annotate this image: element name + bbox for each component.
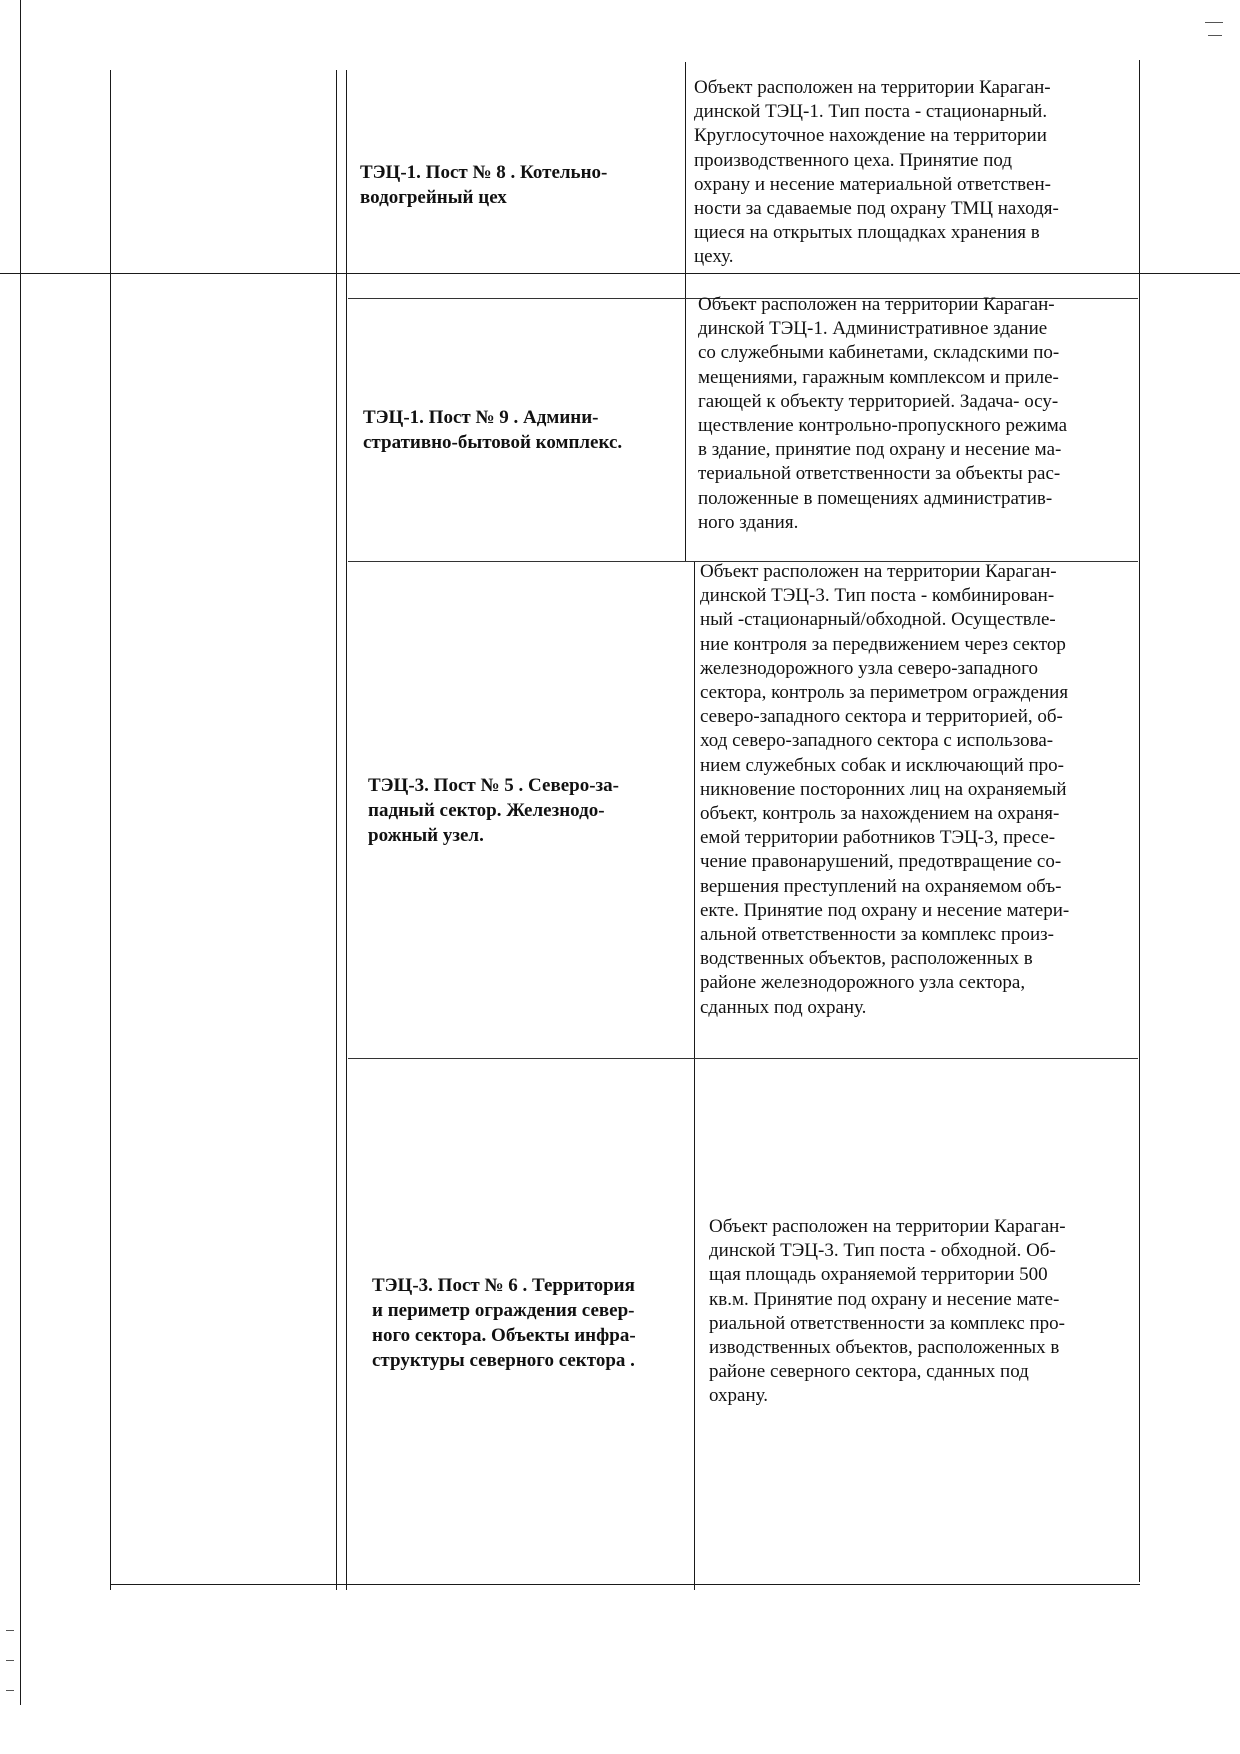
column-divider-2b (694, 562, 695, 1590)
scan-mark (6, 1690, 14, 1691)
scan-mark (1208, 35, 1222, 36)
row-2-title: ТЭЦ-1. Пост № 9 . Админи- стративно-бытовой комплекс. (363, 407, 623, 453)
row-3-description: Объект расположен на территории Караган- динской ТЭЦ-3. Тип поста - комбинирован- ный -стационарный/обходной. Осуществле- ние контроля за передвижением через сектор железнодорожного узла северо-западного сектора, контроль за периметром ограждения северо-западного сектора и территорией, об- ход северо-западного сектора с использова- нием служебных собак и исключающий про- никновение посторонних лиц на охраняемый объект, контроль за нахождением на охраня- емой территории работников ТЭЦ-3, пресе- чение правонарушений, предотвращение со- вершения преступлений на охраняемом объ- екте. Принятие под охрану и несение матери- альной ответственности за комплекс произ- водственных объектов, расположенных в районе железнодорожного узла сектора, сданных под охрану. (700, 561, 1070, 1018)
table-left-border (110, 70, 111, 1590)
column-divider-1a (336, 70, 337, 1590)
scan-mark (6, 1660, 14, 1661)
page-crossing-line (0, 273, 1240, 274)
row-3-title: ТЭЦ-3. Пост № 5 . Северо-за- падный сектор. Железнодо- рожный узел. (368, 775, 619, 846)
row-2-description: Объект расположен на территории Караган- динской ТЭЦ-1. Административное здание со служебными кабинетами, складскими по- мещениями, гаражным комплексом и приле- гающей к объекту территорией. Задача- осу- ществление контрольно-пропускного режима в здание, принятие под охрану и несение ма- териальной ответственности за объекты рас- положенные в помещениях административ- ного здания. (698, 294, 1068, 533)
row-1-title: ТЭЦ-1. Пост № 8 . Котельно- водогрейный цех (360, 162, 608, 208)
column-divider-1b (346, 70, 347, 1590)
row-divider-3 (348, 1058, 1138, 1059)
row-4-description: Объект расположен на территории Караган- динской ТЭЦ-3. Тип поста - обходной. Об- щая площадь охраняемой территории 500 кв.м. Принятие под охрану и несение мате- риальной ответственности за комплекс про- изводственных объектов, расположенных в районе северного сектора, сданных под охрану. (709, 1216, 1066, 1407)
row-4-title: ТЭЦ-3. Пост № 6 . Территория и периметр ограждения север- ного сектора. Объекты инфра- структуры северного сектора . (372, 1275, 636, 1371)
left-margin-line (20, 0, 21, 1705)
table-bottom-border (110, 1584, 1140, 1585)
scan-mark (6, 1630, 14, 1631)
column-divider-2a (685, 62, 686, 562)
scan-mark (1205, 22, 1223, 23)
row-1-description: Объект расположен на территории Караган- динской ТЭЦ-1. Тип поста - стационарный. Круглосуточное нахождение на территории производственного цеха. Принятие под охрану и несение материальной ответствен- ности за сдаваемые под охрану ТМЦ находя- щиеся на открытых площадках хранения в цеху. (694, 77, 1059, 268)
